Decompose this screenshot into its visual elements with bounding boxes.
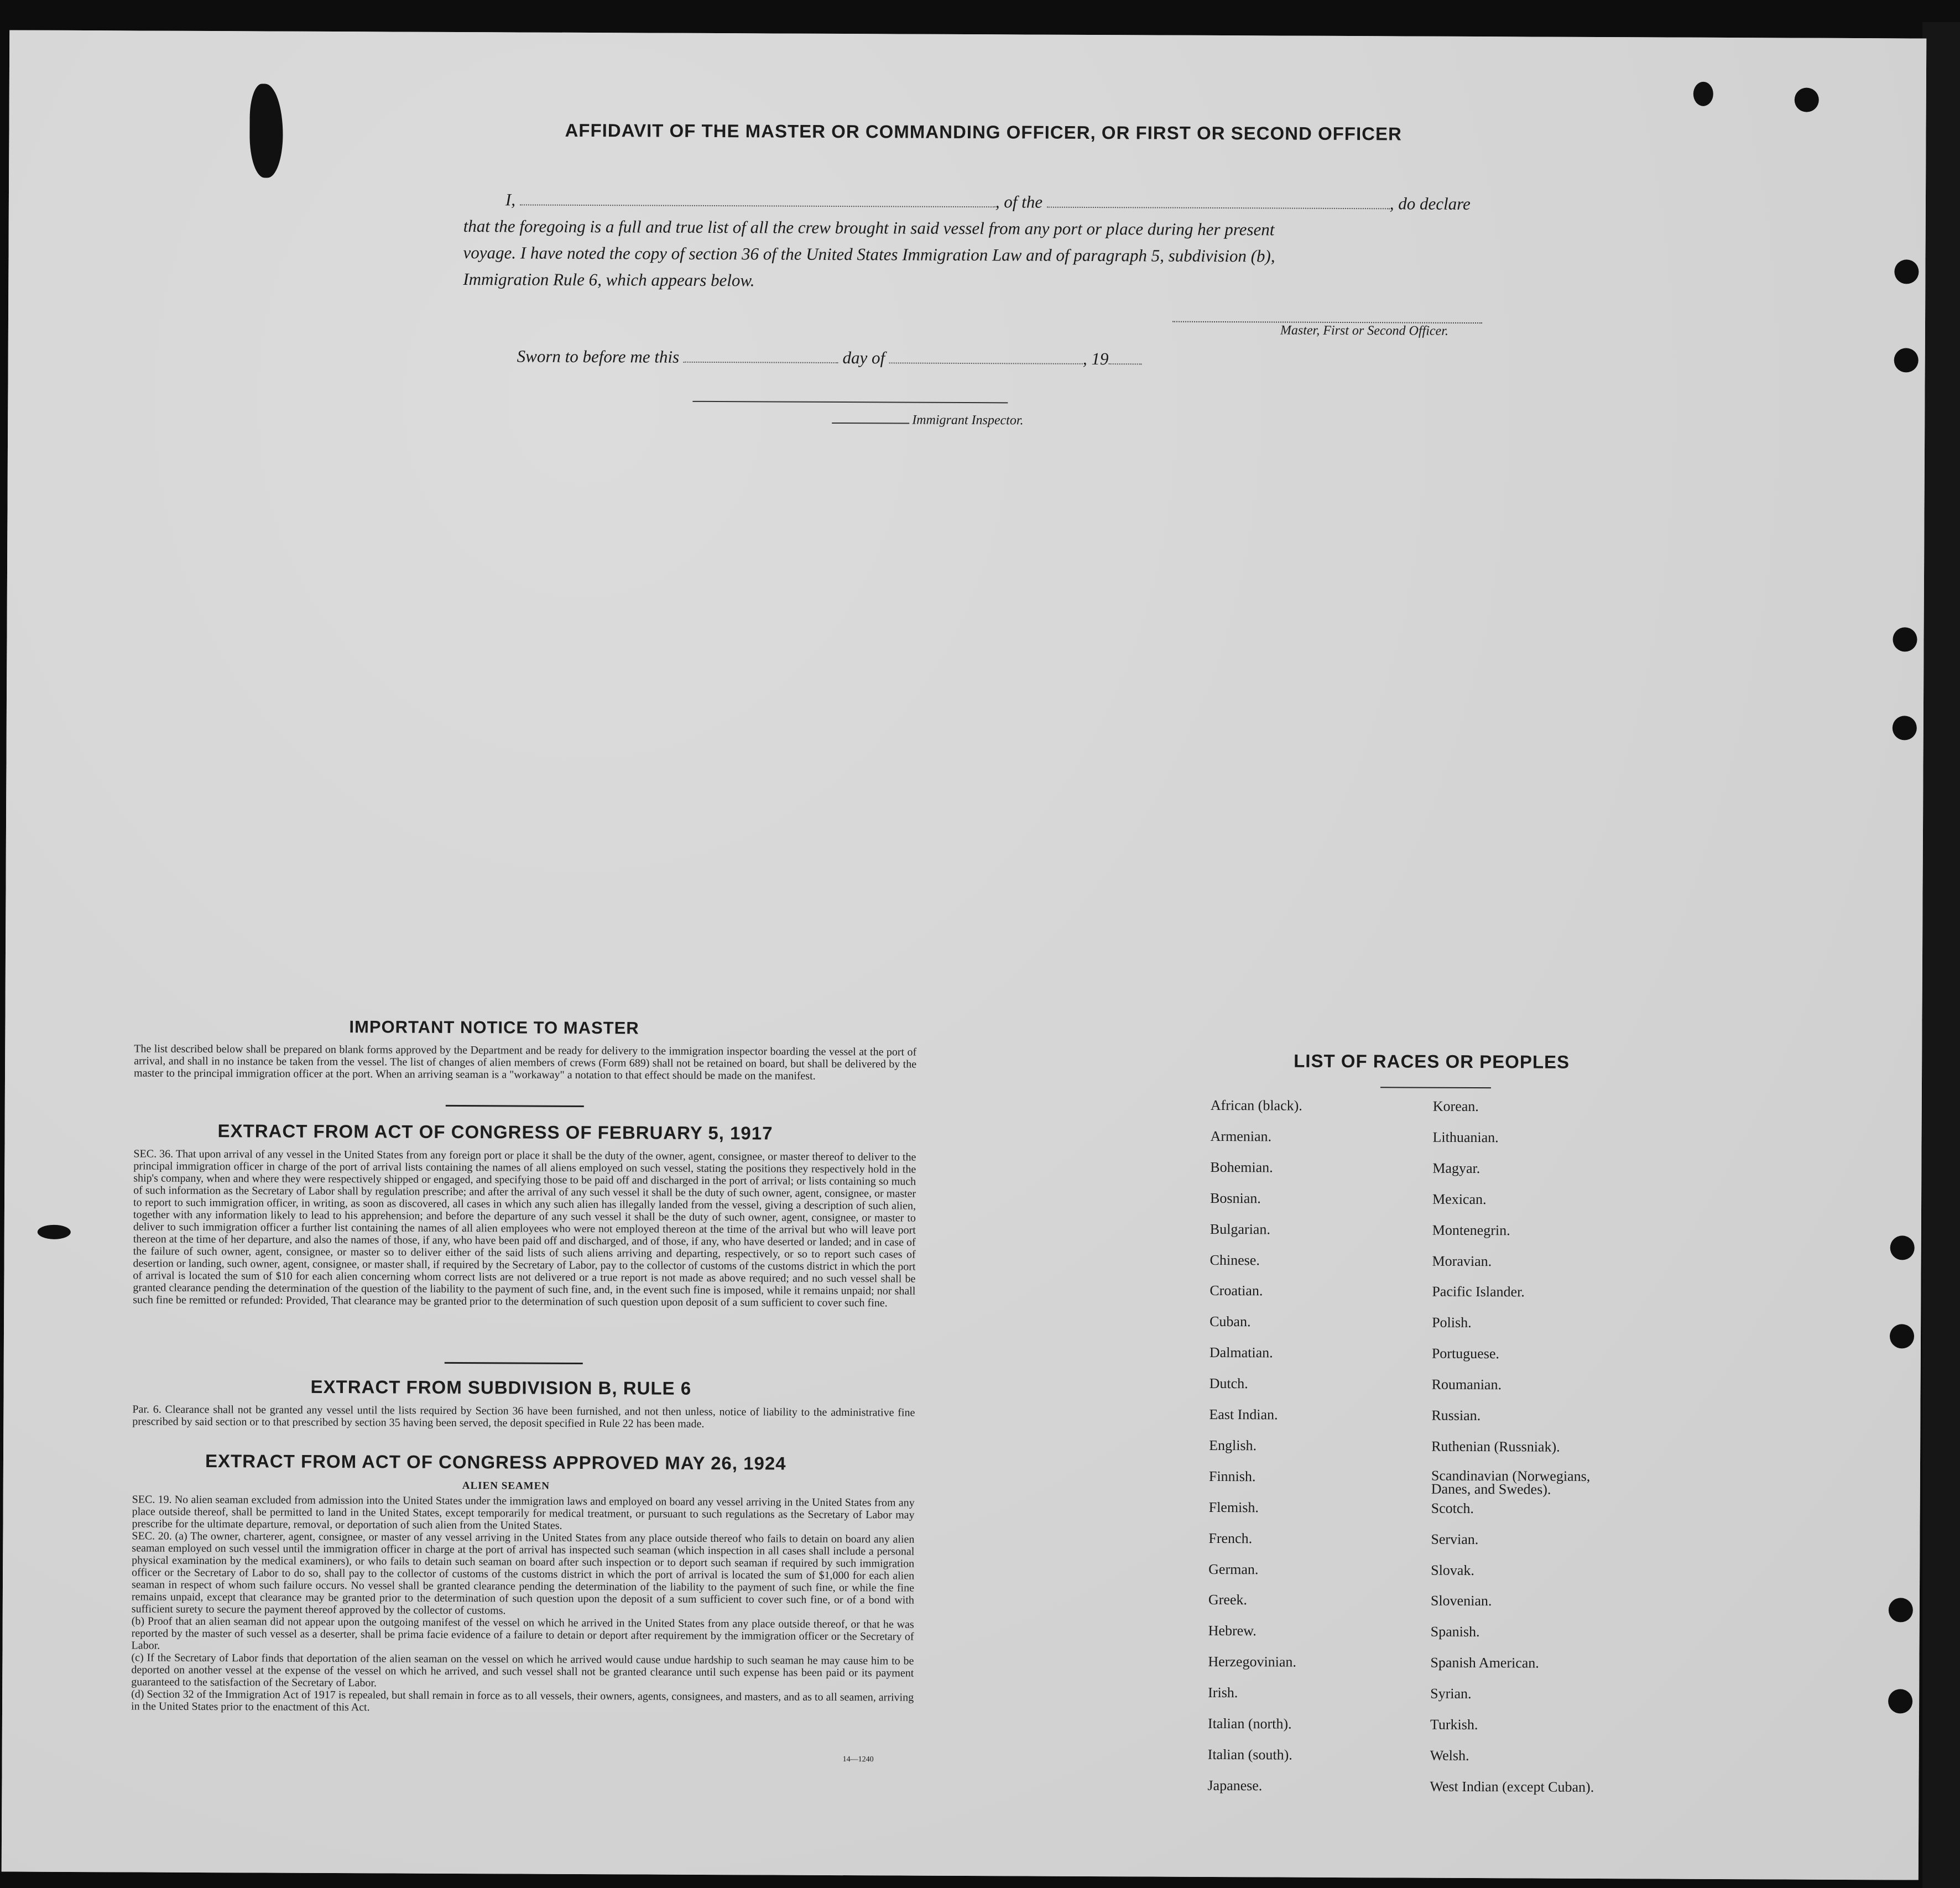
- race-item: Hebrew.: [1208, 1623, 1257, 1639]
- declaration-line-4: Immigration Rule 6, which appears below.: [463, 269, 755, 290]
- extract-1924-text: [131, 1493, 915, 1715]
- extract-1917-title: EXTRACT FROM ACT OF CONGRESS OF FEBRUARY 5, 1917: [217, 1120, 773, 1144]
- race-item: Scandinavian (Norwegians, Danes, and Swedes).: [1431, 1467, 1591, 1498]
- alien-seamen-subtitle: ALIEN SEAMEN: [462, 1480, 550, 1492]
- sec20a-text: SEC. 20. (a) The owner, charterer, agent, consignee, or master of any vessel arriving in the United States from any place outside thereof who fails to detain on board any alien seaman employed on such vessel until the immigration officer in charge at the port of arrival has inspected such seaman (which inspection in all cases shall include a personal physical examination by the medical examiners), or who fails to detain such seaman on board after such inspection or to deport such seaman if required by such immigration officer or the Secretary of Labor to do so, shall pay to the collector of customs of the customs district in which the port of arrival is located the sum of $1,000 for each alien seaman in respect of whom such failure occurs. No vessel shall be granted clearance pending the determination of the liability to the payment of such fine, or while the fine remains unpaid, except that clearance may be granted prior to the determination of such question upon the deposit of a sum sufficient to cover such fine, or of a bond with sufficient surety to secure the payment thereof approved by the collector of customs.: [131, 1530, 915, 1617]
- sec20b-text: (b) Proof that an alien seaman did not appear upon the outgoing manifest of the vessel on which he arrived in the United States from any place outside thereof, or that he was reported by the master of such vessel as a deserter, shall be prima facie evidence of a failure to detain or deport after requirement by the immigration officer or the Secretary of Labor.: [131, 1615, 914, 1652]
- race-item: Ruthenian (Russniak).: [1431, 1438, 1560, 1455]
- ink-blot: [249, 84, 283, 178]
- sworn-year-field[interactable]: [1108, 360, 1141, 364]
- race-item: Chinese.: [1210, 1251, 1260, 1268]
- race-item: Moravian.: [1432, 1253, 1492, 1269]
- race-item: Herzegovinian.: [1208, 1654, 1297, 1670]
- race-item: Croatian.: [1210, 1282, 1263, 1299]
- sworn-line: [517, 346, 1142, 369]
- race-item: Armenian.: [1210, 1128, 1272, 1145]
- race-item: Russian.: [1431, 1407, 1481, 1424]
- race-item: Bulgarian.: [1210, 1221, 1270, 1238]
- race-item: African (black).: [1210, 1097, 1302, 1114]
- race-item: Dutch.: [1209, 1375, 1248, 1392]
- declaration-line-2: that the foregoing is a full and true list of all the crew brought in said vessel from any port or place during her present: [463, 216, 1275, 239]
- declaration-line-3: voyage. I have noted the copy of section 36 of the United States Immigration Law and of paragraph 5, subdivision (b),: [463, 243, 1275, 266]
- master-signature-caption: Master, First or Second Officer.: [1280, 323, 1448, 338]
- extract-rule6-title: EXTRACT FROM SUBDIVISION B, RULE 6: [310, 1376, 692, 1399]
- race-item: West Indian (except Cuban).: [1430, 1778, 1594, 1795]
- punch-hole: [1890, 1324, 1914, 1348]
- race-item: Servian.: [1431, 1531, 1479, 1547]
- form-number: 14—1240: [842, 1755, 874, 1764]
- punch-hole: [1894, 348, 1919, 372]
- of-the-label: , of the: [995, 192, 1043, 212]
- extract-rule6-text: Par. 6. Clearance shall not be granted any vessel until the lists required by Section 36 have been furnished, and not then unless, notice of liability to the administrative fine prescribed by said section or to that prescribed by section 35 having been served, the deposit specified in Rule 22 has been made.: [132, 1403, 915, 1430]
- sec20d-text: (d) Section 32 of the Immigration Act of 1917 is repealed, but shall remain in force as to all vessels, their owners, agents, consignees, and masters, and as to all seamen, arriving in the United States prior to the enactment of this Act.: [131, 1688, 914, 1714]
- sworn-day-field[interactable]: [684, 358, 838, 363]
- vessel-name-field[interactable]: [1047, 204, 1390, 210]
- punch-hole: [1795, 88, 1819, 112]
- year-label: , 19: [1082, 348, 1109, 369]
- race-item: East Indian.: [1209, 1406, 1278, 1423]
- race-item: Polish.: [1432, 1314, 1472, 1331]
- race-item: Syrian.: [1430, 1685, 1472, 1702]
- race-item: Irish.: [1208, 1684, 1238, 1701]
- extract-1924-title: EXTRACT FROM ACT OF CONGRESS APPROVED MAY 26, 1924: [205, 1451, 786, 1474]
- affidavit-title: AFFIDAVIT OF THE MASTER OR COMMANDING OFFICER, OR FIRST OR SECOND OFFICER: [565, 119, 1402, 144]
- declare-label: , do declare: [1389, 194, 1471, 213]
- race-item: Dalmatian.: [1209, 1344, 1273, 1361]
- race-item: Italian (north).: [1207, 1715, 1292, 1732]
- divider: [445, 1362, 583, 1364]
- declaration-line-1: [505, 190, 1471, 214]
- form-page: [2, 30, 1926, 1880]
- sworn-month-field[interactable]: [889, 359, 1083, 364]
- scan-edge-right: [1922, 22, 1960, 1888]
- race-item: Greek.: [1208, 1592, 1247, 1608]
- declarant-label: I,: [505, 190, 516, 210]
- race-item: English.: [1209, 1437, 1257, 1454]
- race-item: Cuban.: [1210, 1313, 1251, 1330]
- race-item: Montenegrin.: [1432, 1222, 1510, 1238]
- races-title: LIST OF RACES OR PEOPLES: [1294, 1050, 1570, 1072]
- race-item: Spanish.: [1430, 1623, 1480, 1640]
- sec19-text: SEC. 19. No alien seaman excluded from admission into the United States under the immigration laws and employed on board any vessel arriving in the United States from any place outside thereof, shall be permitted to land in the United States, except temporarily for medical treatment, or pursuant to such regulations as the Secretary of Labor may prescribe for the ultimate departure, removal, or deportation of such alien from the United States.: [132, 1493, 915, 1532]
- race-item: German.: [1208, 1561, 1259, 1577]
- inspector-caption: Immigrant Inspector.: [912, 413, 1024, 428]
- race-item: Japanese.: [1207, 1777, 1263, 1794]
- race-item: Turkish.: [1430, 1716, 1478, 1733]
- punch-hole: [1894, 259, 1919, 284]
- race-item: Finnish.: [1208, 1468, 1256, 1485]
- race-item: Mexican.: [1432, 1191, 1487, 1207]
- sworn-label: Sworn to before me this: [517, 346, 680, 367]
- race-item: Magyar.: [1432, 1160, 1481, 1176]
- race-item: Slovak.: [1431, 1562, 1474, 1578]
- inspector-signature-line[interactable]: [692, 401, 1008, 403]
- ink-blot: [1693, 82, 1713, 106]
- races-divider: [1380, 1087, 1491, 1088]
- race-item: Bosnian.: [1210, 1190, 1261, 1207]
- race-item: Portuguese.: [1431, 1345, 1499, 1362]
- race-item: Bohemian.: [1210, 1159, 1273, 1176]
- inspector-caption-rule: [832, 423, 909, 424]
- punch-hole: [1893, 716, 1917, 740]
- punch-hole: [1888, 1689, 1912, 1713]
- race-item: Pacific Islander.: [1432, 1284, 1525, 1300]
- notice-text: The list described below shall be prepared on blank forms approved by the Department and be ready for delivery to the immigration inspector boarding the vessel at the port of arrival, and shall in no instance be taken from the vessel. The list of changes of alien members of crews (Form 689) shall not be retained on board, but shall be delivered by the master to the principal immigration officer at the port. When an arriving seaman is a "workaway" a notation to that effect should be made on the manifest.: [134, 1042, 917, 1082]
- race-item: French.: [1208, 1530, 1253, 1546]
- race-item: Welsh.: [1430, 1747, 1469, 1764]
- punch-hole: [1890, 1235, 1915, 1260]
- day-of-label: day of: [842, 348, 885, 368]
- ink-blot: [38, 1225, 71, 1239]
- race-item: Korean.: [1432, 1098, 1479, 1115]
- race-item: Roumanian.: [1431, 1376, 1502, 1393]
- race-item: Italian (south).: [1207, 1746, 1292, 1763]
- notice-title: IMPORTANT NOTICE TO MASTER: [349, 1017, 639, 1038]
- race-item: Lithuanian.: [1432, 1129, 1499, 1146]
- punch-hole: [1893, 627, 1917, 651]
- extract-1917-text: SEC. 36. That upon arrival of any vessel in the United States from any foreign port or place it shall be the duty of the owner, agent, consignee, or master thereof to deliver to the principal immigration officer in charge of the port of arrival lists containing the names of all aliens employed on such vessel, stating the positions they respectively hold in the ship's company, when and where they were respectively shipped or engaged, and specifying those to be paid off and discharged in the port of arrival; or lists containing so much of such information as the Secretary of Labor shall by regulation prescribe; and after the arrival of any such vessel it shall be the duty of such owner, agent, consignee, or master to report to such immigration officer, in writing, as soon as discovered, all cases in which any such alien has illegally landed from the vessel, giving a description of such alien, together with any information likely to lead to his apprehension; and before the departure of any such vessel it shall be the duty of such owner, agent, consignee, or master to deliver to such immigration officer a further list containing the names of all alien employees who were not employed thereon at the time of the arrival but who will leave port thereon at the time of her departure, and also the names of those, if any, who have been paid off and discharged, and of those, if any, who have deserted or landed; and in case of the failure of such owner, agent, consignee, or master so to deliver either of the said lists of such aliens arriving and departing, respectively, or so to report such cases of desertion or landing, such owner, agent, consignee, or master shall, if required by the Secretary of Labor, pay to the collector of customs of the customs district in which the port of arrival is located the sum of $10 for each alien concerning whom correct lists are not delivered or a true report is not made as above required; and no such vessel shall be granted clearance pending the determination of the question of the liability to the payment of such fine, and, in the event such fine is imposed, while it remains unpaid; nor shall such fine be remitted or refunded: Provided, That clearance may be granted prior to the determination of such question upon deposit of a sum sufficient to cover such fine.: [133, 1148, 916, 1310]
- race-item: Scotch.: [1431, 1500, 1474, 1516]
- punch-hole: [1889, 1598, 1913, 1622]
- divider: [446, 1105, 584, 1107]
- race-item: Spanish American.: [1430, 1654, 1539, 1671]
- declarant-name-field[interactable]: [520, 201, 995, 207]
- race-item: Flemish.: [1208, 1499, 1259, 1516]
- sec20c-text: (c) If the Secretary of Labor finds that deportation of the alien seaman on the vessel on which he arrived would cause undue hardship to such seaman he may cause him to be deported on another vessel at the expense of the vessel on which he arrived, and such vessel shall not be granted clearance until such expense has been paid or its payment guaranteed to the satisfaction of the Secretary of Labor.: [131, 1651, 914, 1689]
- race-item: Slovenian.: [1430, 1593, 1492, 1609]
